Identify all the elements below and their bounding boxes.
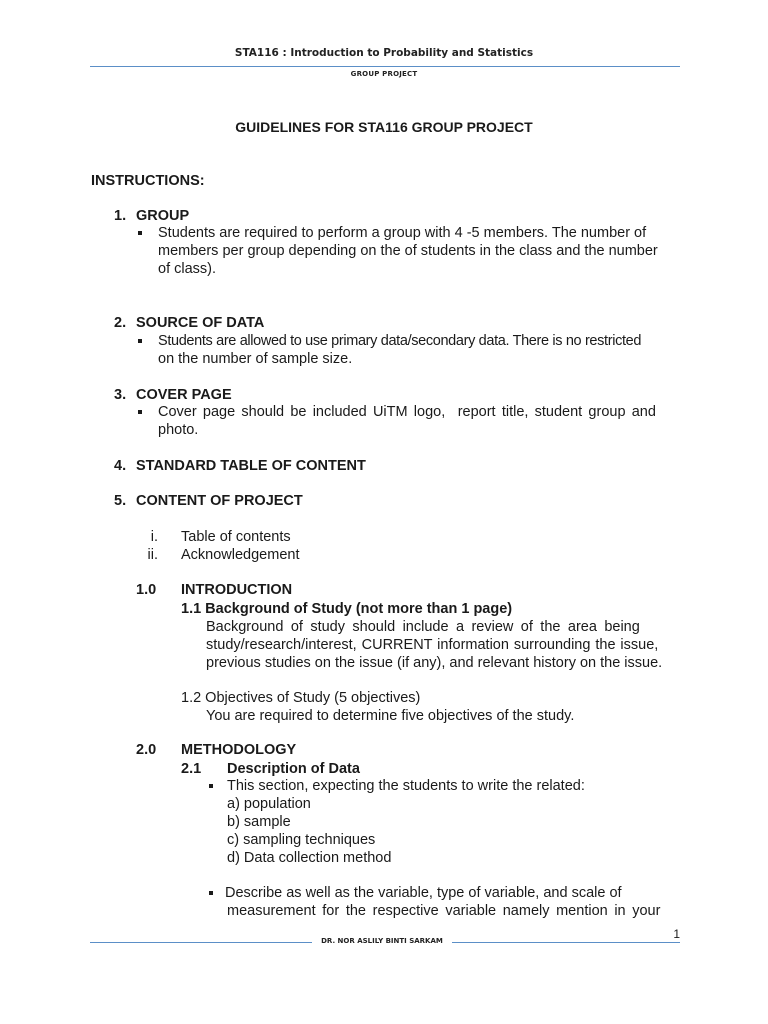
paragraph-line: members per group depending on the of students in the class and the number bbox=[158, 243, 658, 259]
paragraph-line: previous studies on the issue (if any), and relevant history on the issue. bbox=[206, 655, 663, 671]
paragraph-line: This section, expecting the students to write the related: bbox=[227, 778, 585, 794]
paragraph-line: Describe as well as the variable, type of variable, and scale of bbox=[225, 885, 622, 901]
paragraph-line: measurement for the respective variable namely mention in your bbox=[227, 903, 661, 919]
paragraph-line: Students are required to perform a group with 4 -5 members. The number of bbox=[158, 225, 647, 241]
paragraph-line: Students are allowed to use primary data/secondary data. There is no restricted bbox=[158, 333, 642, 349]
section-heading-source: SOURCE OF DATA bbox=[136, 315, 265, 331]
chapter-number: 1.0 bbox=[136, 582, 157, 598]
header-divider bbox=[90, 66, 680, 67]
section-number: 4. bbox=[114, 458, 127, 474]
document-title: GUIDELINES FOR STA116 GROUP PROJECT bbox=[235, 119, 533, 135]
section-heading-group: GROUP bbox=[136, 208, 190, 224]
list-item: c) sampling techniques bbox=[227, 832, 376, 848]
paragraph-line: photo. bbox=[158, 422, 199, 438]
subsection-number: 2.1 bbox=[181, 761, 202, 777]
roman-numeral: ii. bbox=[147, 547, 158, 563]
section-number: 5. bbox=[114, 493, 127, 509]
bullet-icon bbox=[138, 339, 142, 343]
paragraph-line: You are required to determine five objectives of the study. bbox=[206, 708, 575, 724]
paragraph-line: study/research/interest, CURRENT information surrounding the issue, bbox=[206, 637, 659, 653]
paragraph-line: Cover page should be included UiTM logo, report title, student group and bbox=[158, 404, 656, 420]
footer-divider-right bbox=[452, 942, 680, 943]
header-subtitle: GROUP PROJECT bbox=[350, 70, 418, 78]
header-title: STA116 : Introduction to Probability and Statistics bbox=[234, 47, 534, 59]
list-item: a) population bbox=[227, 796, 311, 812]
list-item: d) Data collection method bbox=[227, 850, 392, 866]
footer-divider-left bbox=[90, 942, 312, 943]
section-number: 1. bbox=[114, 208, 127, 224]
footer-author: DR. NOR ASLILY BINTI SARKAM bbox=[321, 937, 443, 945]
subsection-heading-description: Description of Data bbox=[227, 761, 360, 777]
chapter-number: 2.0 bbox=[136, 742, 157, 758]
subsection-heading-objectives: 1.2 Objectives of Study (5 objectives) bbox=[181, 690, 421, 706]
list-item-toc: Table of contents bbox=[181, 529, 291, 545]
section-heading-toc: STANDARD TABLE OF CONTENT bbox=[136, 458, 366, 474]
bullet-icon bbox=[138, 231, 142, 235]
bullet-icon bbox=[209, 891, 213, 895]
roman-numeral: i. bbox=[150, 529, 158, 545]
paragraph-line: of class). bbox=[158, 261, 217, 277]
page-number: 1 bbox=[673, 927, 680, 941]
section-heading-cover: COVER PAGE bbox=[136, 387, 232, 403]
section-number: 2. bbox=[114, 315, 127, 331]
subsection-heading-background: 1.1 Background of Study (not more than 1 page) bbox=[181, 601, 513, 617]
bullet-icon bbox=[209, 784, 213, 788]
bullet-icon bbox=[138, 410, 142, 414]
list-item-acknowledgement: Acknowledgement bbox=[181, 547, 300, 563]
section-number: 3. bbox=[114, 387, 127, 403]
chapter-heading-methodology: METHODOLOGY bbox=[181, 742, 297, 758]
section-heading-content: CONTENT OF PROJECT bbox=[136, 493, 303, 509]
instructions-heading: INSTRUCTIONS: bbox=[91, 173, 205, 189]
paragraph-line: on the number of sample size. bbox=[158, 351, 353, 367]
list-item: b) sample bbox=[227, 814, 291, 830]
paragraph-line: Background of study should include a review of the area being bbox=[206, 619, 640, 635]
chapter-heading-introduction: INTRODUCTION bbox=[181, 582, 293, 598]
